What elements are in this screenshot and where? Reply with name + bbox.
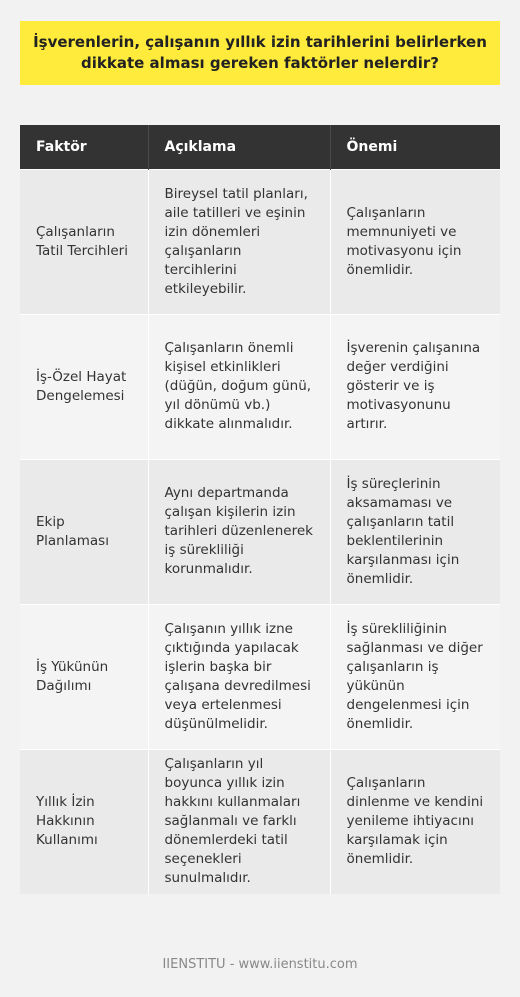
importance-cell: Çalışanların dinlenme ve kendini yenileme ihtiyacını karşılamak için önemlidir.	[330, 749, 500, 894]
table-row	[20, 604, 500, 749]
description-cell: Aynı departmanda çalışan kişilerin izin tarihleri düzenlenerek iş sürekliliği korunmalıdır.	[148, 459, 330, 604]
factor-cell: İş Yükünün Dağılımı	[20, 604, 148, 749]
factors-table	[20, 125, 500, 894]
column-header-factor: Faktör	[20, 125, 148, 169]
column-header-description: Açıklama	[148, 125, 330, 169]
description-cell: Bireysel tatil planları, aile tatilleri ve eşinin izin dönemleri çalışanların tercihlerini etkileyebilir.	[148, 169, 330, 314]
description-cell: Çalışanın yıllık izne çıktığında yapılacak işlerin başka bir çalışana devredilmesi veya ertelenmesi düşünülmelidir.	[148, 604, 330, 749]
table-row	[20, 314, 500, 459]
importance-cell: Çalışanların memnuniyeti ve motivasyonu için önemlidir.	[330, 169, 500, 314]
table-row	[20, 169, 500, 314]
description-cell: Çalışanların önemli kişisel etkinlikleri (düğün, doğum günü, yıl dönümü vb.) dikkate alınmalıdır.	[148, 314, 330, 459]
importance-cell: İşverenin çalışanına değer verdiğini gösterir ve iş motivasyonunu artırır.	[330, 314, 500, 459]
page-title-banner	[20, 21, 500, 85]
factor-cell: Yıllık İzin Hakkının Kullanımı	[20, 749, 148, 894]
page-title: İşverenlerin, çalışanın yıllık izin tarihlerini belirlerken dikkate alması gereken faktörler nelerdir?	[33, 33, 487, 72]
description-cell: Çalışanların yıl boyunca yıllık izin hakkını kullanmaları sağlanmalı ve farklı dönemlerdeki tatil seçenekleri sunulmalıdır.	[148, 749, 330, 894]
factor-cell: Ekip Planlaması	[20, 459, 148, 604]
footer-credit: IIENSTITU - www.iienstitu.com	[162, 957, 358, 972]
column-header-importance: Önemi	[346, 138, 398, 155]
table-header-row	[20, 125, 500, 169]
factor-cell: İş-Özel Hayat Dengelemesi	[20, 314, 148, 459]
factor-cell: Çalışanların Tatil Tercihleri	[20, 169, 148, 314]
importance-cell: İş sürekliliğinin sağlanması ve diğer çalışanların iş yükünün dengelenmesi için önemlidir.	[330, 604, 500, 749]
table-row	[20, 749, 500, 894]
importance-cell: İş süreçlerinin aksamaması ve çalışanların tatil beklentilerinin karşılanması için önemlidir.	[330, 459, 500, 604]
table-row	[20, 459, 500, 604]
